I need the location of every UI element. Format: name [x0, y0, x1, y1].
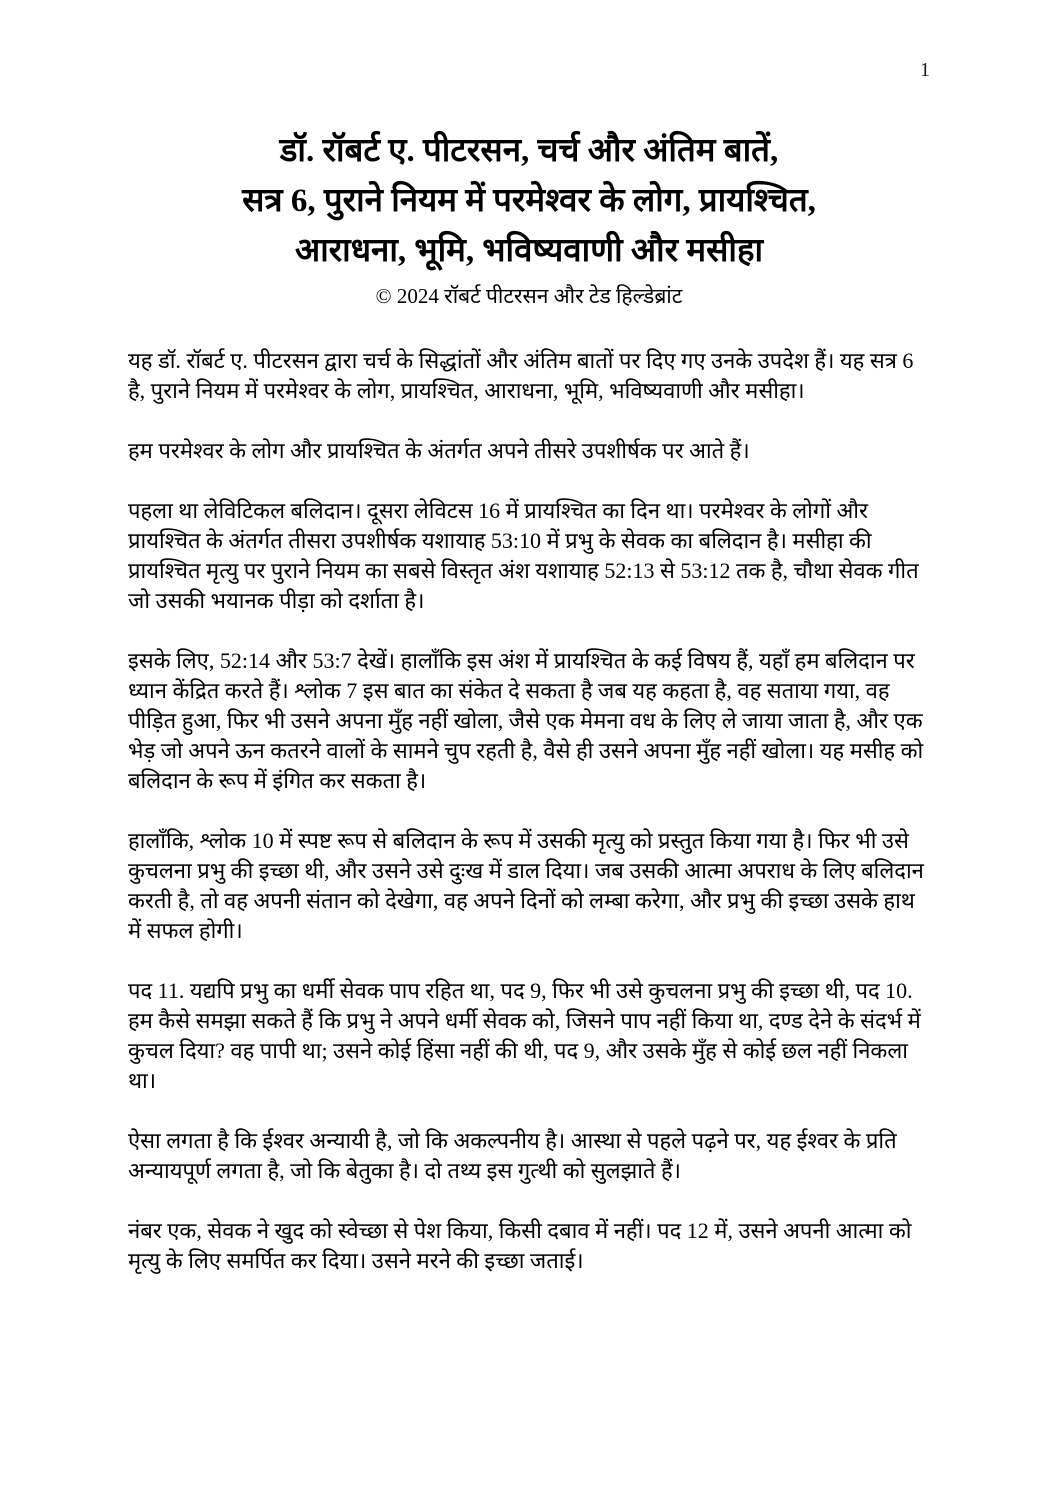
paragraph-5: हालाँकि, श्लोक 10 में स्पष्ट रूप से बलिदान के रूप में उसकी मृत्यु को प्रस्तुत किया गया है। फिर भी उसे कुचलना प्रभु की इच्छा थी, और उसने उसे दुःख में डाल दिया। जब उसकी आत्मा अपराध के लिए बलिदान करती है, तो वह अपनी संतान को देखेगा, वह अपने दिनों को लम्बा करेगा, और प्रभु की इच्छा उसके हाथ में सफल होगी।	[128, 828, 924, 943]
paragraph-4: इसके लिए, 52:14 और 53:7 देखें। हालाँकि इस अंश में प्रायश्चित के कई विषय हैं, यहाँ हम बलिदान पर ध्यान केंद्रित करते हैं। श्लोक 7 इस बात का संकेत दे सकता है जब यह कहता है, वह सताया गया, वह पीड़ित हुआ, फिर भी उसने अपना मुँह नहीं खोला, जैसे एक मेमना वध के लिए ले जाया जाता है, और एक भेड़ जो अपने ऊन कतरने वालों के सामने चुप रहती है, वैसे ही उसने अपना मुँह नहीं खोला। यह मसीह को बलिदान के रूप में इंगित कर सकता है।	[128, 648, 924, 793]
paragraph-8: नंबर एक, सेवक ने खुद को स्वेच्छा से पेश किया, किसी दबाव में नहीं। पद 12 में, उसने अपनी आत्मा को मृत्यु के लिए समर्पित कर दिया। उसने मरने की इच्छा जताई।	[128, 1218, 912, 1273]
title-line-2: सत्र 6, पुराने नियम में परमेश्वर के लोग, प्रायश्चित,	[242, 183, 816, 219]
document-title	[128, 126, 930, 276]
paragraph-3: पहला था लेविटिकल बलिदान। दूसरा लेविटस 16 में प्रायश्चित का दिन था। परमेश्वर के लोगों और प्रायश्चित के अंतर्गत तीसरा उपशीर्षक यशायाह 53:10 में प्रभु के सेवक का बलिदान है। मसीहा की प्रायश्चित मृत्यु पर पुराने नियम का सबसे विस्तृत अंश यशायाह 52:13 से 53:12 तक है, चौथा सेवक गीत जो उसकी भयानक पीड़ा को दर्शाता है।	[128, 498, 919, 613]
copyright-line: © 2024 रॉबर्ट पीटरसन और टेड हिल्डेब्रांट	[375, 284, 683, 308]
paragraph-2: हम परमेश्वर के लोग और प्रायश्चित के अंतर्गत अपने तीसरे उपशीर्षक पर आते हैं।	[128, 438, 750, 463]
title-line-3: आराधना, भूमि, भविष्यवाणी और मसीहा	[294, 233, 764, 269]
paragraph-6: पद 11. यद्यपि प्रभु का धर्मी सेवक पाप रहित था, पद 9, फिर भी उसे कुचलना प्रभु की इच्छा थी, पद 10. हम कैसे समझा सकते हैं कि प्रभु ने अपने धर्मी सेवक को, जिसने पाप नहीं किया था, दण्ड देने के संदर्भ में कुचल दिया? वह पापी था; उसने कोई हिंसा नहीं की थी, पद 9, और उसके मुँह से कोई छल नहीं निकला था।	[128, 978, 921, 1093]
body-text	[128, 346, 930, 1276]
paragraph-1: यह डॉ. रॉबर्ट ए. पीटरसन द्वारा चर्च के सिद्धांतों और अंतिम बातों पर दिए गए उनके उपदेश हैं। यह सत्र 6 है, पुराने नियम में परमेश्वर के लोग, प्रायश्चित, आराधना, भूमि, भविष्यवाणी और मसीहा।	[128, 348, 914, 403]
paragraph-7: ऐसा लगता है कि ईश्वर अन्यायी है, जो कि अकल्पनीय है। आस्था से पहले पढ़ने पर, यह ईश्वर के प्रति अन्यायपूर्ण लगता है, जो कि बेतुका है। दो तथ्य इस गुत्थी को सुलझाते हैं।	[128, 1128, 897, 1183]
page-number: 1	[920, 59, 930, 81]
title-line-1: डॉ. रॉबर्ट ए. पीटरसन, चर्च और अंतिम बातें,	[279, 133, 779, 169]
